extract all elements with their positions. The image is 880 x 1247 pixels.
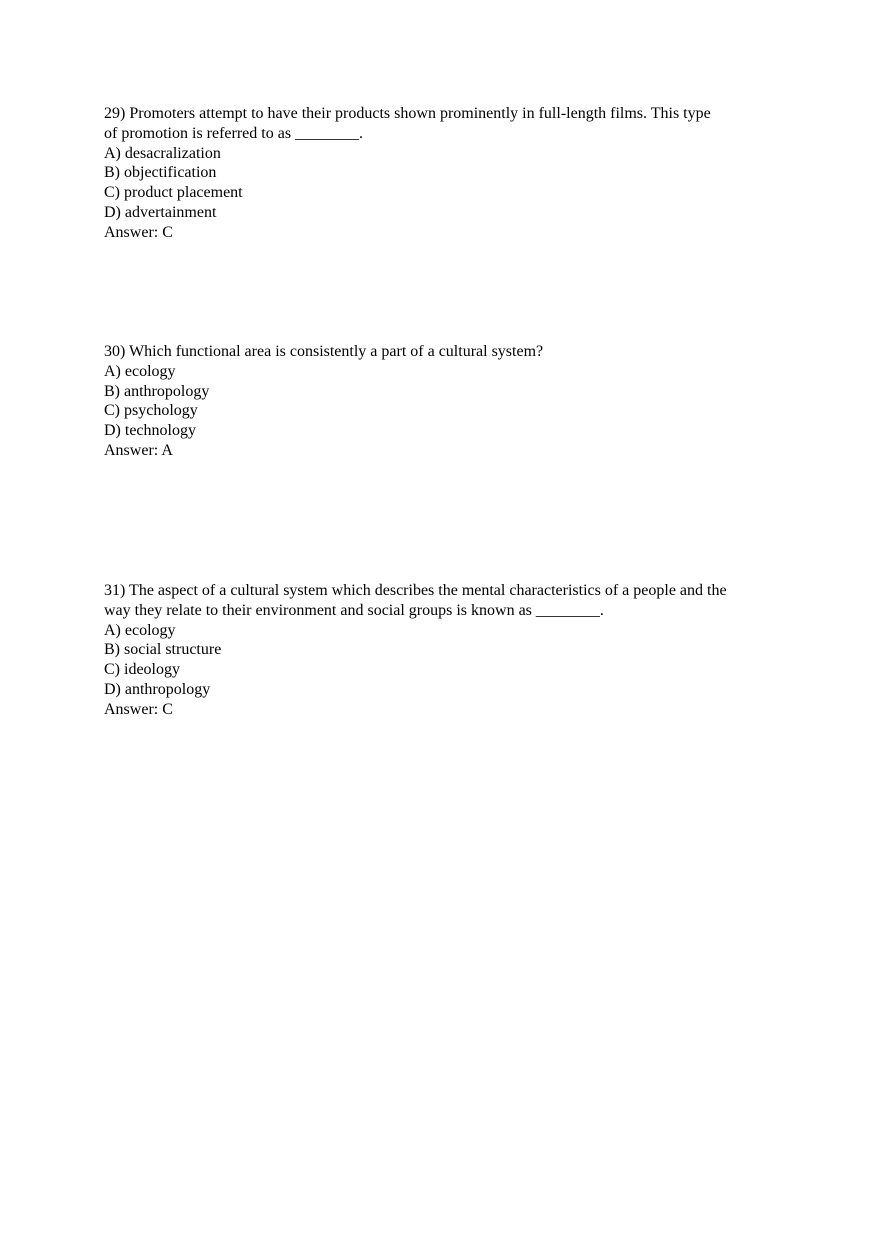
- answer-option-d: D) technology: [104, 422, 196, 440]
- question-stem-line: 30) Which functional area is consistently a part of a cultural system?: [104, 343, 544, 360]
- question-30: [104, 342, 794, 461]
- question-29: [104, 104, 794, 243]
- answer-option-c: C) ideology: [104, 661, 180, 679]
- answer-option-b: B) anthropology: [104, 382, 210, 400]
- answer-option-b: B) objectification: [104, 164, 217, 182]
- answer-option-a: A) ecology: [104, 621, 176, 639]
- answer-option-c: C) product placement: [104, 184, 243, 202]
- answer-option-d: D) anthropology: [104, 680, 211, 698]
- question-stem-line: way they relate to their environment and social groups is known as ________.: [104, 601, 604, 619]
- answer-key: Answer: A: [104, 441, 173, 459]
- question-31: [104, 581, 794, 720]
- question-stem-line: of promotion is referred to as ________.: [104, 124, 364, 142]
- answer-option-b: B) social structure: [104, 641, 222, 659]
- question-stem-line: 31) The aspect of a cultural system which describes the mental characteristics of a people and the: [104, 582, 727, 599]
- answer-option-a: A) desacralization: [104, 144, 221, 162]
- answer-key: Answer: C: [104, 223, 173, 241]
- answer-option-c: C) psychology: [104, 402, 198, 420]
- answer-key: Answer: C: [104, 700, 173, 718]
- answer-option-a: A) ecology: [104, 362, 176, 380]
- answer-option-d: D) advertainment: [104, 203, 217, 221]
- question-stem-line: 29) Promoters attempt to have their products shown prominently in full-length films. This type: [104, 105, 711, 122]
